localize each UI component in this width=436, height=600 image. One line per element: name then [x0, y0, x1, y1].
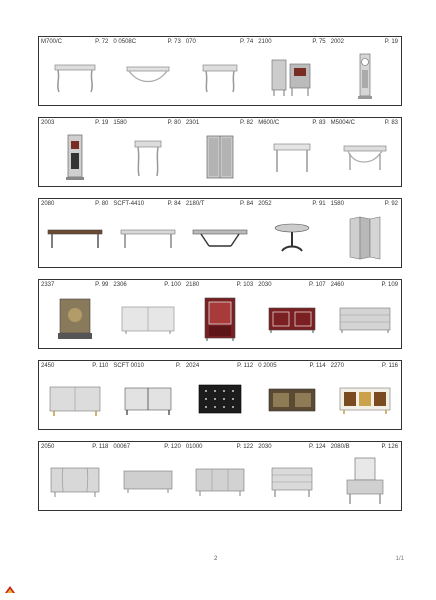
dresser-icon — [338, 304, 392, 334]
desk-icon — [272, 140, 312, 174]
item-code: 2002 — [330, 39, 344, 45]
display-cabinet-icon — [203, 296, 237, 342]
item-code: 01000 — [185, 444, 203, 450]
catalog-item[interactable] — [329, 118, 401, 186]
catalog-item[interactable] — [111, 442, 183, 510]
item-page: P. 74 — [239, 39, 254, 45]
catalog-item[interactable] — [329, 280, 401, 348]
catalog-row — [38, 36, 402, 106]
item-code: 2052 — [258, 201, 272, 207]
sideboard-icon — [120, 303, 176, 335]
item-page: P. 122 — [236, 444, 254, 450]
catalog-item[interactable] — [256, 361, 328, 429]
catalog-item[interactable] — [39, 442, 111, 510]
item-page: P. 84 — [167, 201, 181, 207]
item-code: 2080 — [41, 201, 55, 207]
red-brand-logo-icon — [4, 585, 16, 595]
item-code: SCFT 0010 — [113, 363, 144, 369]
dining-table-icon — [191, 226, 249, 250]
item-page: P. 19 — [95, 120, 109, 126]
item-page: P. 80 — [95, 201, 109, 207]
folding-screen-icon — [348, 215, 382, 261]
catalog-item[interactable] — [39, 280, 111, 348]
item-code: M5004/C — [330, 120, 355, 126]
item-page: P. 92 — [384, 201, 399, 207]
item-page: P. 116 — [381, 363, 399, 369]
catalog-item[interactable] — [184, 199, 256, 267]
catalog-item[interactable] — [39, 199, 111, 267]
item-page: P. 19 — [384, 39, 399, 45]
catalog-grid — [38, 36, 402, 522]
item-page: P. 112 — [237, 363, 254, 369]
grandfather-clock-icon — [355, 52, 375, 100]
catalog-item[interactable] — [256, 37, 328, 105]
table-clock-icon — [64, 133, 86, 181]
catalog-row — [38, 279, 402, 349]
item-page: P. 118 — [92, 444, 109, 450]
item-code: 2050 — [41, 444, 55, 450]
vanity-mirror-icon — [345, 456, 385, 506]
chest-icon — [267, 304, 317, 334]
catalog-item[interactable] — [184, 361, 256, 429]
item-code: 2180 — [185, 282, 200, 288]
dining-table-icon — [46, 226, 104, 250]
catalog-item[interactable] — [111, 199, 183, 267]
catalog-item[interactable] — [256, 118, 328, 186]
item-code: 2030 — [258, 282, 272, 288]
item-page: P. 109 — [381, 282, 399, 288]
sideboard-icon — [122, 467, 174, 495]
wall-console-icon — [125, 61, 171, 91]
item-code: 2270 — [330, 363, 344, 369]
console-table-icon — [342, 142, 388, 172]
item-page: P. 80 — [167, 120, 181, 126]
catalog-item[interactable] — [111, 280, 183, 348]
catalog-item[interactable] — [184, 280, 256, 348]
item-code: 2003 — [41, 120, 55, 126]
item-code: 2100 — [258, 39, 272, 45]
item-code: 2306 — [113, 282, 127, 288]
item-code: 0 0508C — [113, 39, 137, 45]
console-table-icon — [200, 59, 240, 93]
item-page: P. 83 — [312, 120, 326, 126]
catalog-item[interactable] — [256, 280, 328, 348]
item-code: 2337 — [41, 282, 55, 288]
item-code: 1580 — [113, 120, 127, 126]
catalog-item[interactable] — [39, 37, 111, 105]
item-code: 1580 — [330, 201, 344, 207]
item-code: 2301 — [185, 120, 200, 126]
catalog-item[interactable] — [39, 118, 111, 186]
item-page: P. 100 — [164, 282, 181, 288]
catalog-row — [38, 117, 402, 187]
item-code: 070 — [185, 39, 196, 45]
side-table-icon — [133, 137, 163, 177]
item-page: P. 84 — [239, 201, 254, 207]
console-table-icon — [52, 59, 98, 93]
sideboard-icon — [194, 465, 246, 497]
item-code: 0 2005 — [258, 363, 277, 369]
catalog-item[interactable] — [184, 442, 256, 510]
catalog-row — [38, 441, 402, 511]
item-page: P. — [175, 363, 181, 369]
catalog-item[interactable] — [329, 37, 401, 105]
item-page: P. 110 — [92, 363, 109, 369]
catalog-item[interactable] — [329, 361, 401, 429]
item-code: SCFT-4410 — [113, 201, 145, 207]
item-page: P. 99 — [95, 282, 109, 288]
catalog-item[interactable] — [256, 199, 328, 267]
item-code: 2080/B — [330, 444, 350, 450]
armoire-icon — [205, 134, 235, 180]
cabinet-icon — [56, 297, 94, 341]
item-page: P. 75 — [312, 39, 326, 45]
item-page: P. 124 — [309, 444, 326, 450]
catalog-item[interactable] — [184, 118, 256, 186]
dresser-icon — [123, 384, 173, 416]
sideboard-icon — [267, 385, 317, 415]
item-page: P. 126 — [381, 444, 399, 450]
item-page: P. 120 — [164, 444, 181, 450]
catalog-row — [38, 360, 402, 430]
footer-right-text: 1/1 — [395, 556, 404, 562]
item-code: 2024 — [185, 363, 200, 369]
page-number: 2 — [214, 556, 218, 562]
item-page: P. 103 — [236, 282, 254, 288]
item-code: 2450 — [41, 363, 55, 369]
item-page: P. 82 — [239, 120, 254, 126]
item-code: 2460 — [330, 282, 344, 288]
drawer-chest-icon — [197, 383, 243, 417]
catalog-item[interactable] — [329, 442, 401, 510]
item-page: P. 91 — [312, 201, 326, 207]
item-page: P. 72 — [95, 39, 109, 45]
catalog-item[interactable] — [111, 361, 183, 429]
round-table-icon — [272, 221, 312, 255]
item-code: 2030 — [258, 444, 272, 450]
catalog-item[interactable] — [111, 118, 183, 186]
sideboard-icon — [48, 383, 102, 417]
item-code: M700/C — [41, 39, 63, 45]
catalog-item[interactable] — [184, 37, 256, 105]
catalog-item[interactable] — [111, 37, 183, 105]
item-page: P. 73 — [167, 39, 181, 45]
item-page: P. 83 — [384, 120, 399, 126]
sideboard-icon — [49, 464, 101, 498]
dining-table-icon — [119, 226, 177, 250]
item-page: P. 107 — [309, 282, 326, 288]
sideboard-icon — [338, 384, 392, 416]
secretary-desk-icon — [268, 54, 316, 98]
item-page: P. 114 — [309, 363, 326, 369]
item-code: 00067 — [113, 444, 131, 450]
dresser-icon — [270, 464, 314, 498]
catalog-item[interactable] — [256, 442, 328, 510]
item-code: M600/C — [258, 120, 280, 126]
catalog-row — [38, 198, 402, 268]
catalog-item[interactable] — [329, 199, 401, 267]
item-code: 2180/T — [185, 201, 205, 207]
catalog-item[interactable] — [39, 361, 111, 429]
